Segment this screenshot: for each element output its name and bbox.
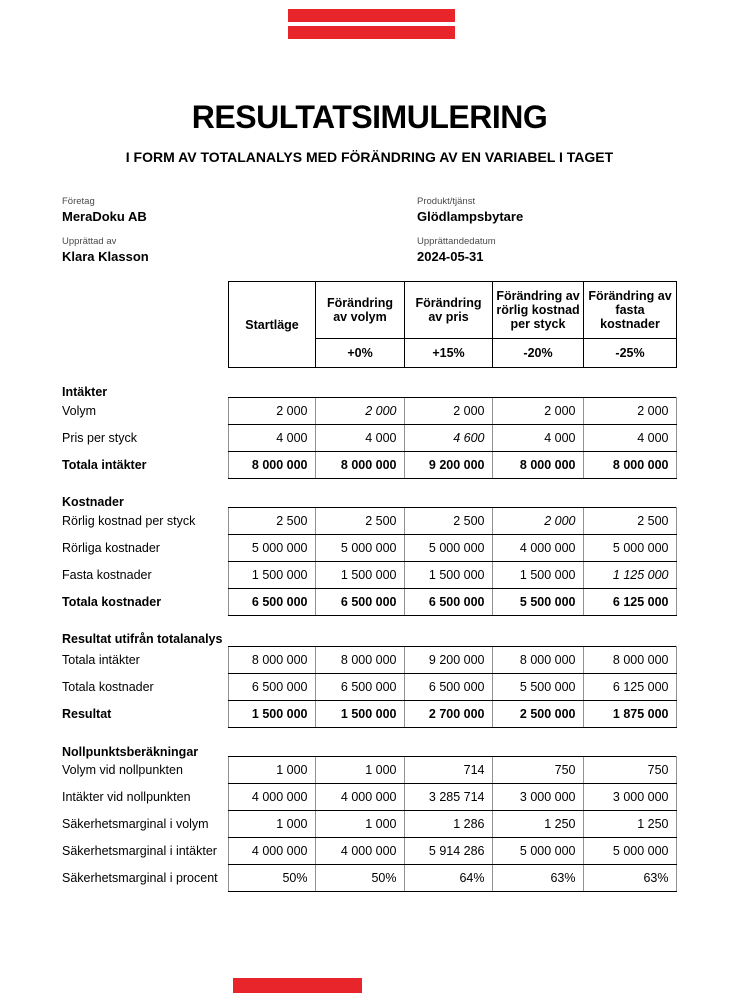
cell-value: 2 000 (492, 508, 583, 535)
cell-value: 8 000 000 (315, 647, 404, 674)
section-title: Intäkter (62, 385, 108, 399)
table-row (62, 425, 676, 452)
page-subtitle: I FORM AV TOTALANALYS MED FÖRÄNDRING AV EN VARIABEL I TAGET (125, 149, 614, 165)
row-label: Säkerhetsmarginal i volym (62, 817, 209, 831)
company-value: MeraDoku AB (62, 209, 147, 224)
cell-value: 1 000 (228, 811, 315, 838)
scenario-header-row (229, 282, 677, 339)
cell-value: 5 000 000 (404, 535, 492, 562)
cell-value: 1 125 000 (583, 562, 676, 589)
cell-value: 6 500 000 (315, 674, 404, 701)
cell-value: 6 500 000 (404, 589, 492, 616)
cell-value: 6 500 000 (315, 589, 404, 616)
cell-value: 2 500 000 (492, 701, 583, 728)
table-row (62, 508, 676, 535)
cell-value: 4 000 (583, 425, 676, 452)
cell-value: 9 200 000 (404, 452, 492, 479)
row-label: Resultat (62, 707, 112, 721)
cell-value: 50% (315, 865, 404, 892)
cell-value: 63% (583, 865, 676, 892)
scenario-header-table (228, 281, 677, 368)
cell-value: 4 000 000 (228, 838, 315, 865)
cell-value: 50% (228, 865, 315, 892)
row-label: Pris per styck (62, 431, 138, 445)
scenario-column-header: Förändring av pris (405, 282, 493, 339)
cell-value: 5 000 000 (315, 535, 404, 562)
scenario-percent: -20% (493, 339, 584, 368)
base-column-header: Startläge (229, 282, 316, 368)
row-label: Fasta kostnader (62, 568, 152, 582)
row-label: Säkerhetsmarginal i procent (62, 871, 218, 885)
scenario-column-header: Förändring av rörlig kostnad per styck (493, 282, 584, 339)
section-title: Resultat utifrån totalanalys (62, 632, 223, 646)
cell-value: 5 500 000 (492, 589, 583, 616)
cell-value: 4 000 (228, 425, 315, 452)
cell-value: 5 914 286 (404, 838, 492, 865)
section-title: Nollpunktsberäkningar (62, 745, 199, 759)
cell-value: 3 000 000 (583, 784, 676, 811)
cell-value: 1 286 (404, 811, 492, 838)
author-label: Upprättad av (62, 236, 117, 247)
cell-value: 8 000 000 (492, 647, 583, 674)
table-row (62, 589, 676, 616)
table-row (62, 757, 676, 784)
cell-value: 4 000 (492, 425, 583, 452)
cell-value: 8 000 000 (315, 452, 404, 479)
cell-value: 1 500 000 (315, 701, 404, 728)
row-label: Volym (62, 404, 97, 418)
cell-value: 4 000 (315, 425, 404, 452)
table-row (62, 674, 676, 701)
cell-value: 1 000 (315, 757, 404, 784)
scenario-percent: -25% (584, 339, 677, 368)
cell-value: 1 000 (228, 757, 315, 784)
row-label: Rörlig kostnad per styck (62, 514, 196, 528)
cell-value: 8 000 000 (583, 647, 676, 674)
cell-value: 3 285 714 (404, 784, 492, 811)
cell-value: 1 875 000 (583, 701, 676, 728)
product-label: Produkt/tjänst (417, 196, 476, 207)
cell-value: 750 (583, 757, 676, 784)
redaction-bar-top-1 (288, 9, 455, 22)
cell-value: 750 (492, 757, 583, 784)
date-label: Upprättandedatum (417, 236, 496, 247)
cell-value: 2 000 (315, 398, 404, 425)
cell-value: 5 000 000 (492, 838, 583, 865)
cell-value: 8 000 000 (492, 452, 583, 479)
table-row (62, 452, 676, 479)
cell-value: 2 500 (404, 508, 492, 535)
cell-value: 1 500 000 (492, 562, 583, 589)
cell-value: 714 (404, 757, 492, 784)
cell-value: 2 000 (492, 398, 583, 425)
cell-value: 3 000 000 (492, 784, 583, 811)
cell-value: 63% (492, 865, 583, 892)
cell-value: 9 200 000 (404, 647, 492, 674)
table-row (62, 784, 676, 811)
cell-value: 4 000 000 (315, 838, 404, 865)
section-title: Kostnader (62, 495, 124, 509)
table-row (62, 701, 676, 728)
row-label: Rörliga kostnader (62, 541, 160, 555)
cell-value: 2 500 (315, 508, 404, 535)
cell-value: 1 250 (492, 811, 583, 838)
cell-value: 6 500 000 (404, 674, 492, 701)
cell-value: 5 000 000 (583, 535, 676, 562)
section-table (62, 397, 677, 479)
author-value: Klara Klasson (62, 249, 149, 264)
cell-value: 6 125 000 (583, 589, 676, 616)
product-value: Glödlampsbytare (417, 209, 524, 224)
cell-value: 1 500 000 (404, 562, 492, 589)
cell-value: 4 000 000 (492, 535, 583, 562)
row-label: Totala intäkter (62, 653, 140, 667)
table-row (62, 865, 676, 892)
section-table (62, 507, 677, 616)
cell-value: 8 000 000 (228, 452, 315, 479)
cell-value: 64% (404, 865, 492, 892)
cell-value: 1 500 000 (228, 701, 315, 728)
cell-value: 2 000 (583, 398, 676, 425)
cell-value: 8 000 000 (583, 452, 676, 479)
scenario-column-header: Förändring av volym (316, 282, 405, 339)
table-row (62, 811, 676, 838)
table-row (62, 647, 676, 674)
scenario-column-header: Förändring av fasta kostnader (584, 282, 677, 339)
cell-value: 4 000 000 (315, 784, 404, 811)
cell-value: 2 500 (228, 508, 315, 535)
cell-value: 6 500 000 (228, 674, 315, 701)
row-label: Volym vid nollpunkten (62, 763, 183, 777)
row-label: Intäkter vid nollpunkten (62, 790, 191, 804)
cell-value: 1 250 (583, 811, 676, 838)
table-row (62, 562, 676, 589)
cell-value: 1 500 000 (315, 562, 404, 589)
cell-value: 2 700 000 (404, 701, 492, 728)
table-row (62, 398, 676, 425)
cell-value: 2 000 (404, 398, 492, 425)
table-row (62, 838, 676, 865)
row-label: Säkerhetsmarginal i intäkter (62, 844, 217, 858)
page-title: RESULTATSIMULERING (191, 99, 548, 135)
scenario-percent: +0% (316, 339, 405, 368)
cell-value: 1 000 (315, 811, 404, 838)
cell-value: 4 000 000 (228, 784, 315, 811)
row-label: Totala kostnader (62, 595, 162, 609)
scenario-percent: +15% (405, 339, 493, 368)
cell-value: 5 000 000 (228, 535, 315, 562)
cell-value: 2 000 (228, 398, 315, 425)
cell-value: 5 000 000 (583, 838, 676, 865)
redaction-bar-top-2 (288, 26, 455, 39)
cell-value: 2 500 (583, 508, 676, 535)
cell-value: 4 600 (404, 425, 492, 452)
date-value: 2024-05-31 (417, 249, 484, 264)
cell-value: 6 125 000 (583, 674, 676, 701)
redaction-bar-bottom (233, 978, 362, 993)
cell-value: 5 500 000 (492, 674, 583, 701)
company-label: Företag (62, 196, 95, 207)
cell-value: 8 000 000 (228, 647, 315, 674)
section-table (62, 646, 677, 728)
row-label: Totala intäkter (62, 458, 147, 472)
row-label: Totala kostnader (62, 680, 154, 694)
table-row (62, 535, 676, 562)
section-table (62, 756, 677, 892)
cell-value: 6 500 000 (228, 589, 315, 616)
cell-value: 1 500 000 (228, 562, 315, 589)
